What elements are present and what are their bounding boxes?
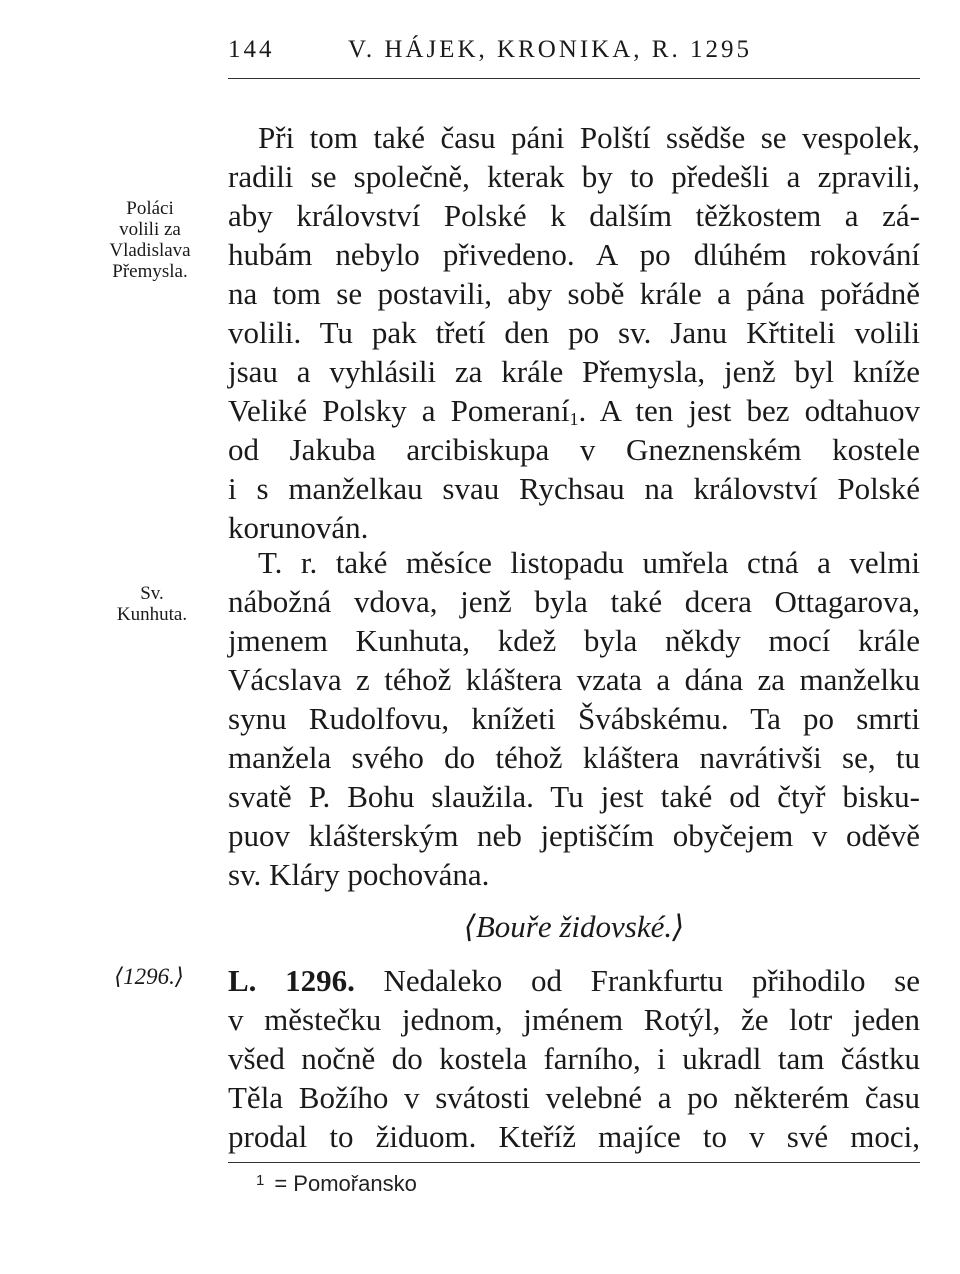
footnote-reference: 1 — [569, 409, 579, 429]
text-line: v městečku jednom, jménem Rotýl, že lotr jeden — [228, 1002, 920, 1037]
section-heading-text: ⟨Bouře židovské.⟩ — [463, 909, 685, 944]
paragraph-1296 — [228, 961, 920, 1156]
paragraph-kunhuta — [228, 543, 920, 894]
text-line: hubám nebylo přivedeno. A po dlúhém rokování — [228, 237, 920, 272]
text-line: volili. Tu pak třetí den po sv. Janu Křtiteli volili — [228, 315, 920, 350]
text-line: puov klášterským neb jeptiščím obyčejem v oděvě — [228, 818, 920, 853]
text-line — [228, 961, 920, 1000]
footnote-rule — [228, 1162, 920, 1163]
text-line: i s manželkau svau Rychsau na království Polské — [228, 471, 920, 506]
text-segment: . A ten jest bez odtahuov — [578, 393, 921, 428]
footnote-number: 1 — [256, 1172, 265, 1189]
text-line: nábožná vdova, jenž byla také dcera Ottagarova, — [228, 584, 920, 619]
margin-note-line: Sv. — [140, 583, 164, 604]
footnote-text: = Pomořansko — [274, 1171, 417, 1196]
text-line: korunován. — [228, 510, 369, 545]
margin-note-year: ⟨1296.⟩ — [114, 964, 184, 989]
header-rule — [228, 78, 920, 79]
text-line: od Jakuba arcibiskupa v Gneznenském kostele — [228, 432, 920, 467]
text-segment: Veliké Polsky a Pomeraní — [228, 393, 570, 428]
text-line: sv. Kláry pochována. — [228, 857, 490, 892]
paragraph-polish-election — [228, 118, 920, 547]
text-line — [228, 391, 920, 430]
margin-note-line: volili za — [119, 219, 181, 240]
margin-note-kunhuta — [96, 583, 208, 625]
year-label: L. 1296. — [228, 963, 355, 998]
text-line: Vácslava z téhož kláštera vzata a dána za manželku — [228, 662, 920, 697]
text-line: radili se společně, kterak by to předešli a zpravili, — [228, 159, 920, 194]
text-line: jsau a vyhlásili za krále Přemysla, jenž byl kníže — [228, 354, 920, 389]
margin-note-polaci — [86, 198, 214, 282]
text-line: jmenem Kunhuta, kdež byla někdy mocí krále — [228, 623, 920, 658]
margin-note-line: Vladislava — [109, 240, 191, 261]
margin-note-line: Kunhuta. — [116, 604, 188, 625]
text-line: aby království Polské k dalším těžkostem a zá- — [228, 198, 920, 233]
margin-note-line: Přemysla. — [112, 261, 188, 282]
text-line: Těla Božího v svátosti velebné a po některém času — [228, 1080, 920, 1115]
text-line: všed nočně do kostela farního, i ukradl tam částku — [228, 1041, 920, 1076]
text-line: prodal to židuom. Kteříž majíce to v své moci, — [228, 1119, 920, 1154]
page-number: 144 — [228, 36, 275, 63]
margin-note-line: Poláci — [126, 198, 174, 219]
text-line: synu Rudolfovu, knížeti Švábskému. Ta po smrti — [228, 701, 920, 736]
text-segment: Nedaleko od Frankfurtu přihodilo se — [354, 963, 920, 998]
running-title: V. HÁJEK, KRONIKA, R. 1295 — [348, 36, 752, 63]
running-header — [228, 36, 920, 72]
footnote — [256, 1166, 417, 1199]
section-heading — [228, 907, 920, 946]
text-line: Při tom také času páni Polští ssědše se vespolek, — [258, 120, 920, 155]
text-line: manžela svého do téhož kláštera navrátivši se, tu — [228, 740, 920, 775]
text-line: T. r. také měsíce listopadu umřela ctná a velmi — [258, 545, 920, 580]
text-line: svatě P. Bohu slaužila. Tu jest také od čtyř bisku- — [228, 779, 920, 814]
text-line: na tom se postavili, aby sobě krále a pána pořádně — [228, 276, 920, 311]
